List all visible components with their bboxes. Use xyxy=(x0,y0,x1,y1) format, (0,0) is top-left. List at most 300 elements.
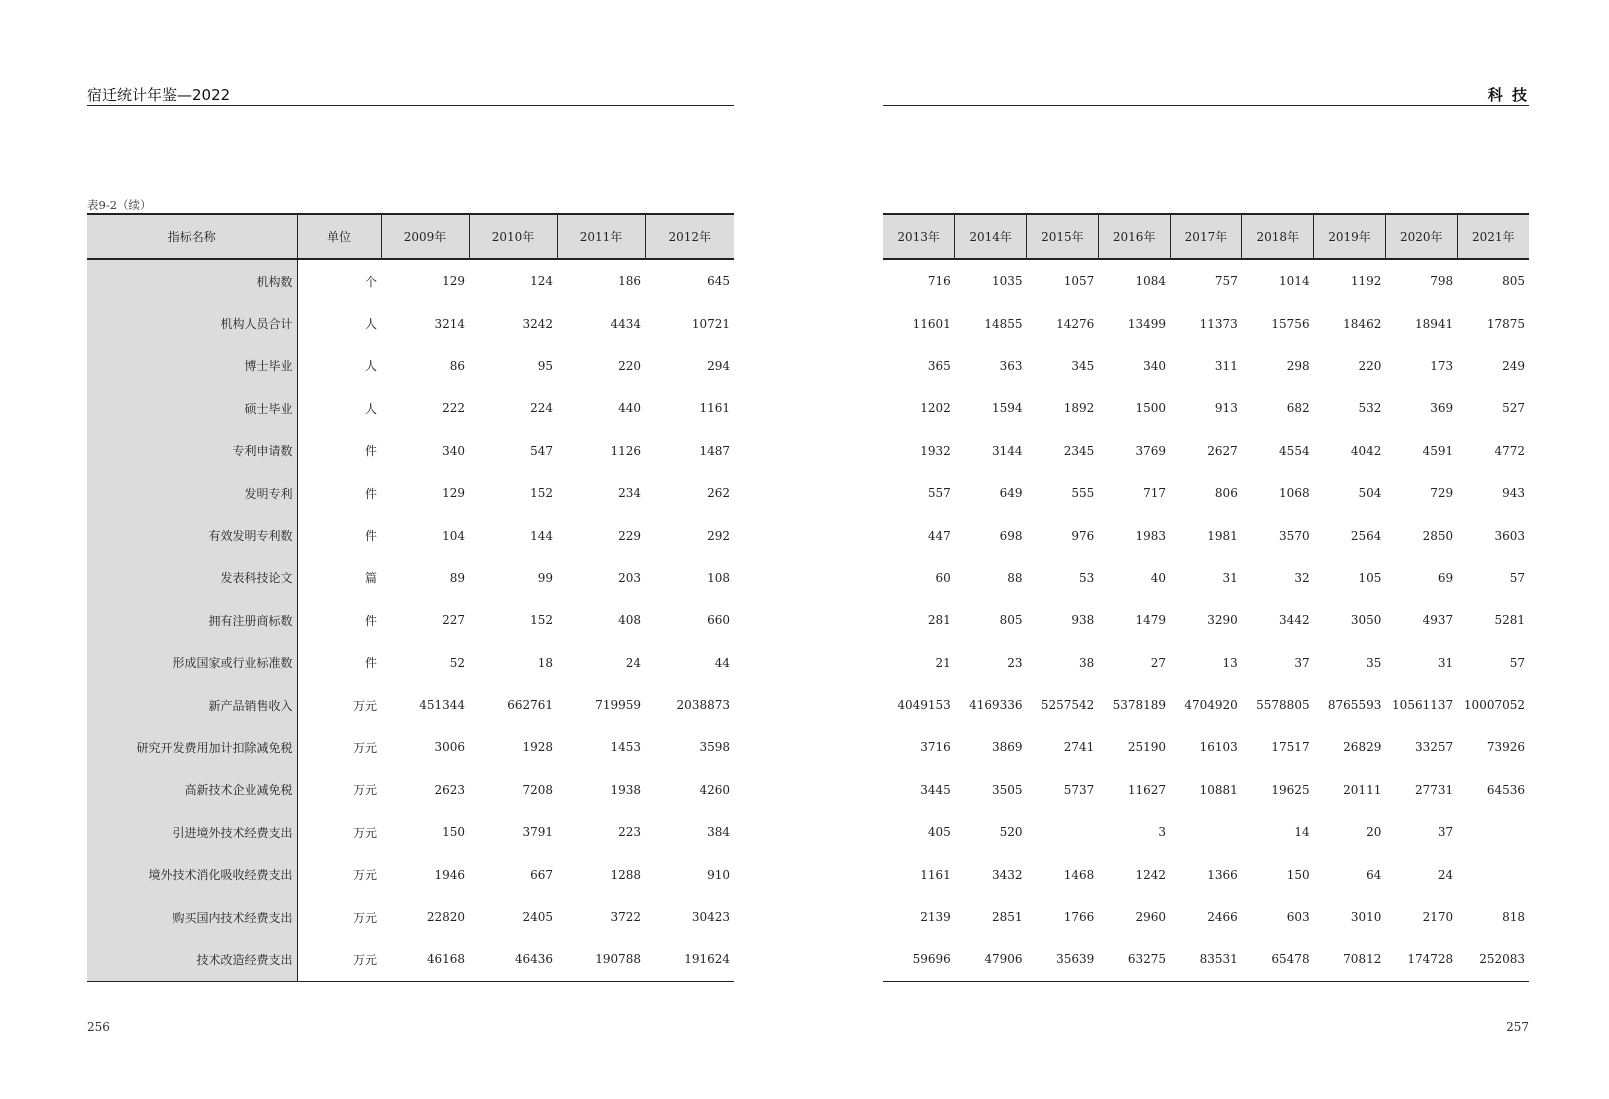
table-cell: 1981 xyxy=(1207,528,1238,543)
table-cell: 281 xyxy=(927,613,951,628)
table-cell: 976 xyxy=(1071,528,1095,543)
table-row xyxy=(883,557,1529,599)
table-cell: 220 xyxy=(618,358,641,373)
table-cell: 18 xyxy=(537,655,553,670)
table-cell: 698 xyxy=(999,528,1023,543)
table-cell: 649 xyxy=(999,486,1023,501)
table-cell: 11601 xyxy=(912,316,951,331)
table-cell: 2741 xyxy=(1063,740,1095,755)
table-cell: 5281 xyxy=(1494,613,1525,628)
table-cell: 1288 xyxy=(610,867,641,882)
table-row xyxy=(87,769,734,811)
table-cell: 547 xyxy=(530,443,553,458)
table-cell xyxy=(1457,811,1529,853)
table-cell: 340 xyxy=(442,443,465,458)
column-header-year: 2016年 xyxy=(1098,214,1170,259)
table-row xyxy=(883,896,1529,938)
table-cell: 1892 xyxy=(1063,401,1095,416)
table-cell: 818 xyxy=(1502,910,1525,925)
table-cell: 1126 xyxy=(610,443,641,458)
table-cell: 645 xyxy=(707,274,730,289)
column-header-year: 2009年 xyxy=(381,214,469,259)
table-cell: 408 xyxy=(618,613,641,628)
table-cell: 3869 xyxy=(991,740,1023,755)
table-cell: 1500 xyxy=(1135,401,1167,416)
table-cell: 27731 xyxy=(1414,782,1454,797)
table-row xyxy=(883,726,1529,768)
table-cell: 384 xyxy=(707,825,730,840)
table-cell: 1594 xyxy=(991,401,1023,416)
table-row xyxy=(883,769,1529,811)
table-cell: 86 xyxy=(449,358,465,373)
table-cell: 3432 xyxy=(991,867,1023,882)
table-cell: 5378189 xyxy=(1112,698,1167,713)
table-cell: 89 xyxy=(449,570,465,585)
table-row xyxy=(883,472,1529,514)
table-cell: 938 xyxy=(1071,613,1095,628)
table-cell: 3 xyxy=(1158,825,1167,840)
table-cell: 64 xyxy=(1366,867,1382,882)
table-cell: 249 xyxy=(1502,358,1525,373)
table-cell: 224 xyxy=(530,401,553,416)
table-cell: 227 xyxy=(442,613,465,628)
table-cell: 5257542 xyxy=(1040,698,1095,713)
table-cell: 37 xyxy=(1437,825,1454,840)
table-cell: 1938 xyxy=(610,782,641,797)
table-cell: 3010 xyxy=(1350,910,1382,925)
table-cell: 23 xyxy=(1007,655,1023,670)
table-row xyxy=(883,853,1529,895)
table-cell: 2405 xyxy=(522,910,553,925)
row-label: 发明专利 xyxy=(87,472,297,514)
table-cell: 805 xyxy=(999,613,1023,628)
table-cell: 3006 xyxy=(434,740,465,755)
table-cell: 1161 xyxy=(699,401,730,416)
table-cell: 95 xyxy=(537,358,553,373)
table-cell: 69 xyxy=(1437,570,1454,585)
table-cell: 369 xyxy=(1430,401,1454,416)
row-unit: 件 xyxy=(364,529,377,544)
table-cell: 64536 xyxy=(1486,782,1525,797)
row-unit: 件 xyxy=(364,444,377,459)
column-header-year: 2015年 xyxy=(1027,214,1099,259)
table-cell: 144 xyxy=(530,528,553,543)
table-row xyxy=(87,345,734,387)
table-cell: 24 xyxy=(625,655,641,670)
table-cell: 3791 xyxy=(522,825,553,840)
table-cell: 150 xyxy=(442,825,465,840)
table-cell: 63275 xyxy=(1098,938,1170,981)
row-unit: 万元 xyxy=(352,910,377,925)
table-cell: 104 xyxy=(442,528,465,543)
table-cell: 10007052 xyxy=(1463,698,1525,713)
table-row xyxy=(87,472,734,514)
table-cell: 1946 xyxy=(434,867,465,882)
table-cell: 19625 xyxy=(1271,782,1310,797)
row-unit: 人 xyxy=(364,317,377,332)
table-cell: 24 xyxy=(1437,867,1454,882)
table-row xyxy=(87,387,734,429)
row-unit: 篇 xyxy=(364,571,377,586)
table-cell: 27 xyxy=(1150,655,1167,670)
table-cell: 20111 xyxy=(1343,782,1382,797)
row-unit: 件 xyxy=(364,613,377,628)
table-cell: 2564 xyxy=(1350,528,1382,543)
table-cell: 262 xyxy=(707,486,730,501)
table-cell: 5737 xyxy=(1063,782,1095,797)
table-cell: 1468 xyxy=(1063,867,1095,882)
right-data-table xyxy=(883,213,1529,982)
table-cell: 440 xyxy=(618,401,641,416)
table-cell: 298 xyxy=(1286,358,1310,373)
table-cell: 3769 xyxy=(1135,443,1167,458)
table-cell: 1453 xyxy=(610,740,641,755)
table-cell: 21 xyxy=(935,655,951,670)
table-cell: 1487 xyxy=(699,443,730,458)
row-label: 有效发明专利数 xyxy=(87,514,297,556)
table-cell: 203 xyxy=(618,570,641,585)
table-cell: 129 xyxy=(442,486,465,501)
table-cell: 57 xyxy=(1509,570,1525,585)
table-cell: 14276 xyxy=(1056,316,1095,331)
table-cell: 3290 xyxy=(1207,613,1238,628)
table-cell: 11627 xyxy=(1127,782,1167,797)
row-label: 机构人员合计 xyxy=(87,302,297,344)
table-cell: 311 xyxy=(1214,358,1238,373)
table-cell: 3722 xyxy=(610,910,641,925)
table-cell: 17875 xyxy=(1486,316,1525,331)
table-cell: 1983 xyxy=(1135,528,1167,543)
right-header-row xyxy=(883,214,1529,259)
table-cell: 729 xyxy=(1430,486,1454,501)
table-cell: 806 xyxy=(1214,486,1238,501)
table-cell: 520 xyxy=(999,825,1023,840)
table-row xyxy=(883,642,1529,684)
table-cell: 3570 xyxy=(1279,528,1310,543)
table-row xyxy=(87,726,734,768)
table-cell: 32 xyxy=(1294,570,1310,585)
table-row xyxy=(87,430,734,472)
table-cell: 294 xyxy=(707,358,730,373)
table-row xyxy=(883,811,1529,853)
left-data-table xyxy=(87,213,734,982)
table-cell: 2627 xyxy=(1207,443,1238,458)
table-row xyxy=(87,514,734,556)
right-page-number: 257 xyxy=(1506,1020,1529,1034)
table-cell: 129 xyxy=(442,274,465,289)
row-label: 购买国内技术经费支出 xyxy=(87,896,297,938)
table-row xyxy=(883,259,1529,302)
table-cell: 451344 xyxy=(419,698,465,713)
table-cell: 1057 xyxy=(1063,274,1095,289)
row-label: 技术改造经费支出 xyxy=(87,938,297,981)
row-unit: 万元 xyxy=(352,825,377,840)
table-cell: 229 xyxy=(618,528,641,543)
table-cell: 4169336 xyxy=(969,698,1023,713)
table-cell: 3144 xyxy=(991,443,1023,458)
table-cell: 660 xyxy=(707,613,730,628)
table-cell: 292 xyxy=(707,528,730,543)
table-cell: 405 xyxy=(927,825,951,840)
table-row xyxy=(87,811,734,853)
table-cell: 223 xyxy=(618,825,641,840)
column-header-year: 2010年 xyxy=(469,214,557,259)
table-cell: 59696 xyxy=(883,938,955,981)
table-cell: 88 xyxy=(1007,570,1023,585)
table-cell: 1928 xyxy=(522,740,553,755)
row-unit: 件 xyxy=(364,656,377,671)
table-row xyxy=(87,599,734,641)
table-row xyxy=(87,259,734,302)
table-cell: 1192 xyxy=(1350,274,1382,289)
table-cell: 26829 xyxy=(1343,740,1382,755)
table-cell: 2139 xyxy=(920,910,951,925)
table-cell: 1479 xyxy=(1135,613,1167,628)
table-cell: 3214 xyxy=(434,316,465,331)
column-header-year: 2011年 xyxy=(557,214,645,259)
table-cell: 662761 xyxy=(507,698,553,713)
row-label: 境外技术消化吸收经费支出 xyxy=(87,853,297,895)
table-cell: 1366 xyxy=(1207,867,1238,882)
table-cell: 35 xyxy=(1366,655,1382,670)
table-cell: 2345 xyxy=(1063,443,1095,458)
table-label: 表9-2（续） xyxy=(87,198,152,212)
row-label: 高新技术企业减免税 xyxy=(87,769,297,811)
row-label: 新产品销售收入 xyxy=(87,684,297,726)
row-unit: 万元 xyxy=(352,868,377,883)
table-cell: 22820 xyxy=(426,910,465,925)
column-header-name: 指标名称 xyxy=(87,214,297,259)
table-cell: 33257 xyxy=(1414,740,1454,755)
table-cell: 2960 xyxy=(1135,910,1167,925)
table-row xyxy=(883,684,1529,726)
table-cell: 16103 xyxy=(1199,740,1238,755)
row-label: 拥有注册商标数 xyxy=(87,599,297,641)
row-label: 机构数 xyxy=(87,259,297,302)
table-cell: 3242 xyxy=(522,316,553,331)
row-unit: 件 xyxy=(364,486,377,501)
table-cell: 60 xyxy=(935,570,951,585)
row-label: 引进境外技术经费支出 xyxy=(87,811,297,853)
table-cell: 3598 xyxy=(699,740,730,755)
column-header-unit: 单位 xyxy=(297,214,381,259)
table-cell: 913 xyxy=(1214,401,1238,416)
table-cell: 2466 xyxy=(1207,910,1238,925)
row-unit: 个 xyxy=(364,274,377,289)
table-cell: 1014 xyxy=(1279,274,1310,289)
row-label: 博士毕业 xyxy=(87,345,297,387)
row-unit: 人 xyxy=(364,401,377,416)
table-cell: 717 xyxy=(1143,486,1167,501)
table-cell: 4591 xyxy=(1422,443,1454,458)
column-header-year: 2021年 xyxy=(1457,214,1529,259)
table-row xyxy=(883,302,1529,344)
table-cell: 44 xyxy=(714,655,730,670)
table-row xyxy=(883,514,1529,556)
table-cell: 150 xyxy=(1286,867,1310,882)
table-cell: 1084 xyxy=(1135,274,1167,289)
table-cell: 504 xyxy=(1358,486,1382,501)
table-cell: 31 xyxy=(1222,570,1238,585)
table-cell: 124 xyxy=(530,274,553,289)
table-cell: 3050 xyxy=(1350,613,1382,628)
table-cell: 10881 xyxy=(1199,782,1238,797)
table-cell: 3716 xyxy=(920,740,951,755)
table-cell: 252083 xyxy=(1457,938,1529,981)
table-cell: 2038873 xyxy=(676,698,730,713)
table-cell: 14 xyxy=(1294,825,1310,840)
table-cell: 1035 xyxy=(991,274,1023,289)
table-cell: 557 xyxy=(927,486,951,501)
table-cell: 222 xyxy=(442,401,465,416)
table-cell: 234 xyxy=(618,486,641,501)
table-cell: 2170 xyxy=(1422,910,1454,925)
table-cell: 190788 xyxy=(557,938,645,981)
table-cell: 345 xyxy=(1071,358,1095,373)
table-row xyxy=(883,430,1529,472)
left-page-header: 宿迁统计年鉴—2022 xyxy=(87,84,734,106)
table-cell: 17517 xyxy=(1271,740,1310,755)
table-cell: 191624 xyxy=(645,938,734,981)
table-cell: 719959 xyxy=(595,698,641,713)
table-cell: 3603 xyxy=(1494,528,1525,543)
table-cell: 14855 xyxy=(984,316,1023,331)
table-row xyxy=(87,557,734,599)
table-cell: 3445 xyxy=(920,782,951,797)
row-unit: 万元 xyxy=(352,740,377,755)
table-row xyxy=(87,642,734,684)
row-label: 专利申请数 xyxy=(87,430,297,472)
table-cell: 1766 xyxy=(1063,910,1095,925)
table-cell: 7208 xyxy=(522,782,553,797)
table-row xyxy=(883,599,1529,641)
table-cell xyxy=(1027,811,1099,853)
table-cell xyxy=(1457,853,1529,895)
table-cell: 186 xyxy=(618,274,641,289)
table-cell xyxy=(1170,811,1242,853)
row-unit: 万元 xyxy=(352,698,377,713)
right-page-header: 科 技 xyxy=(883,84,1529,106)
column-header-year: 2012年 xyxy=(645,214,734,259)
column-header-year: 2019年 xyxy=(1314,214,1386,259)
table-cell: 943 xyxy=(1502,486,1525,501)
table-cell: 716 xyxy=(927,274,951,289)
table-cell: 105 xyxy=(1358,570,1382,585)
row-label: 发表科技论文 xyxy=(87,557,297,599)
table-cell: 2851 xyxy=(991,910,1023,925)
table-cell: 18941 xyxy=(1414,316,1454,331)
column-header-year: 2018年 xyxy=(1242,214,1314,259)
table-cell: 57 xyxy=(1509,655,1525,670)
table-cell: 47906 xyxy=(955,938,1027,981)
table-cell: 1068 xyxy=(1279,486,1310,501)
table-cell: 527 xyxy=(1502,401,1525,416)
table-cell: 2850 xyxy=(1422,528,1454,543)
table-cell: 4772 xyxy=(1494,443,1525,458)
row-unit: 万元 xyxy=(297,938,381,981)
table-row xyxy=(87,302,734,344)
table-cell: 1242 xyxy=(1135,867,1167,882)
table-cell: 4434 xyxy=(610,316,641,331)
table-row xyxy=(883,938,1529,981)
table-cell: 40 xyxy=(1150,570,1167,585)
column-header-year: 2013年 xyxy=(883,214,955,259)
table-row xyxy=(87,896,734,938)
row-unit: 人 xyxy=(364,359,377,374)
table-cell: 5578805 xyxy=(1256,698,1310,713)
row-unit: 万元 xyxy=(352,783,377,798)
table-cell: 340 xyxy=(1143,358,1167,373)
table-cell: 757 xyxy=(1214,274,1238,289)
table-cell: 682 xyxy=(1286,401,1310,416)
table-cell: 805 xyxy=(1502,274,1525,289)
table-cell: 555 xyxy=(1071,486,1095,501)
row-label: 形成国家或行业标准数 xyxy=(87,642,297,684)
table-cell: 4937 xyxy=(1422,613,1454,628)
table-cell: 15756 xyxy=(1271,316,1310,331)
table-row xyxy=(883,345,1529,387)
table-cell: 4042 xyxy=(1350,443,1382,458)
table-row xyxy=(87,684,734,726)
table-cell: 38 xyxy=(1079,655,1095,670)
table-cell: 83531 xyxy=(1170,938,1242,981)
table-cell: 65478 xyxy=(1242,938,1314,981)
table-cell: 25190 xyxy=(1127,740,1167,755)
table-cell: 70812 xyxy=(1314,938,1386,981)
table-cell: 363 xyxy=(999,358,1023,373)
table-cell: 174728 xyxy=(1385,938,1457,981)
table-cell: 667 xyxy=(530,867,553,882)
column-header-year: 2017年 xyxy=(1170,214,1242,259)
column-header-year: 2020年 xyxy=(1385,214,1457,259)
table-cell: 910 xyxy=(707,867,730,882)
table-cell: 3442 xyxy=(1279,613,1310,628)
table-cell: 3505 xyxy=(991,782,1023,797)
table-cell: 10721 xyxy=(691,316,730,331)
table-cell: 30423 xyxy=(691,910,730,925)
left-page-number: 256 xyxy=(87,1020,110,1034)
table-cell: 108 xyxy=(707,570,730,585)
left-header-row xyxy=(87,214,734,259)
table-cell: 35639 xyxy=(1027,938,1099,981)
table-cell: 13499 xyxy=(1127,316,1167,331)
table-cell: 1932 xyxy=(920,443,951,458)
table-cell: 4554 xyxy=(1279,443,1310,458)
table-cell: 31 xyxy=(1437,655,1454,670)
table-cell: 20 xyxy=(1366,825,1382,840)
table-cell: 447 xyxy=(927,528,951,543)
table-cell: 18462 xyxy=(1343,316,1382,331)
table-cell: 53 xyxy=(1079,570,1095,585)
table-cell: 46168 xyxy=(381,938,469,981)
table-cell: 4260 xyxy=(699,782,730,797)
table-cell: 603 xyxy=(1286,910,1310,925)
table-cell: 52 xyxy=(449,655,465,670)
table-cell: 2623 xyxy=(434,782,465,797)
table-row xyxy=(87,938,734,981)
table-cell: 220 xyxy=(1358,358,1382,373)
row-label: 研究开发费用加计扣除减免税 xyxy=(87,726,297,768)
table-cell: 173 xyxy=(1430,358,1454,373)
table-cell: 8765593 xyxy=(1327,698,1382,713)
column-header-year: 2014年 xyxy=(955,214,1027,259)
table-cell: 37 xyxy=(1294,655,1310,670)
table-cell: 10561137 xyxy=(1392,698,1454,713)
table-cell: 798 xyxy=(1430,274,1454,289)
table-row xyxy=(87,853,734,895)
table-cell: 1202 xyxy=(920,401,951,416)
table-cell: 532 xyxy=(1358,401,1382,416)
